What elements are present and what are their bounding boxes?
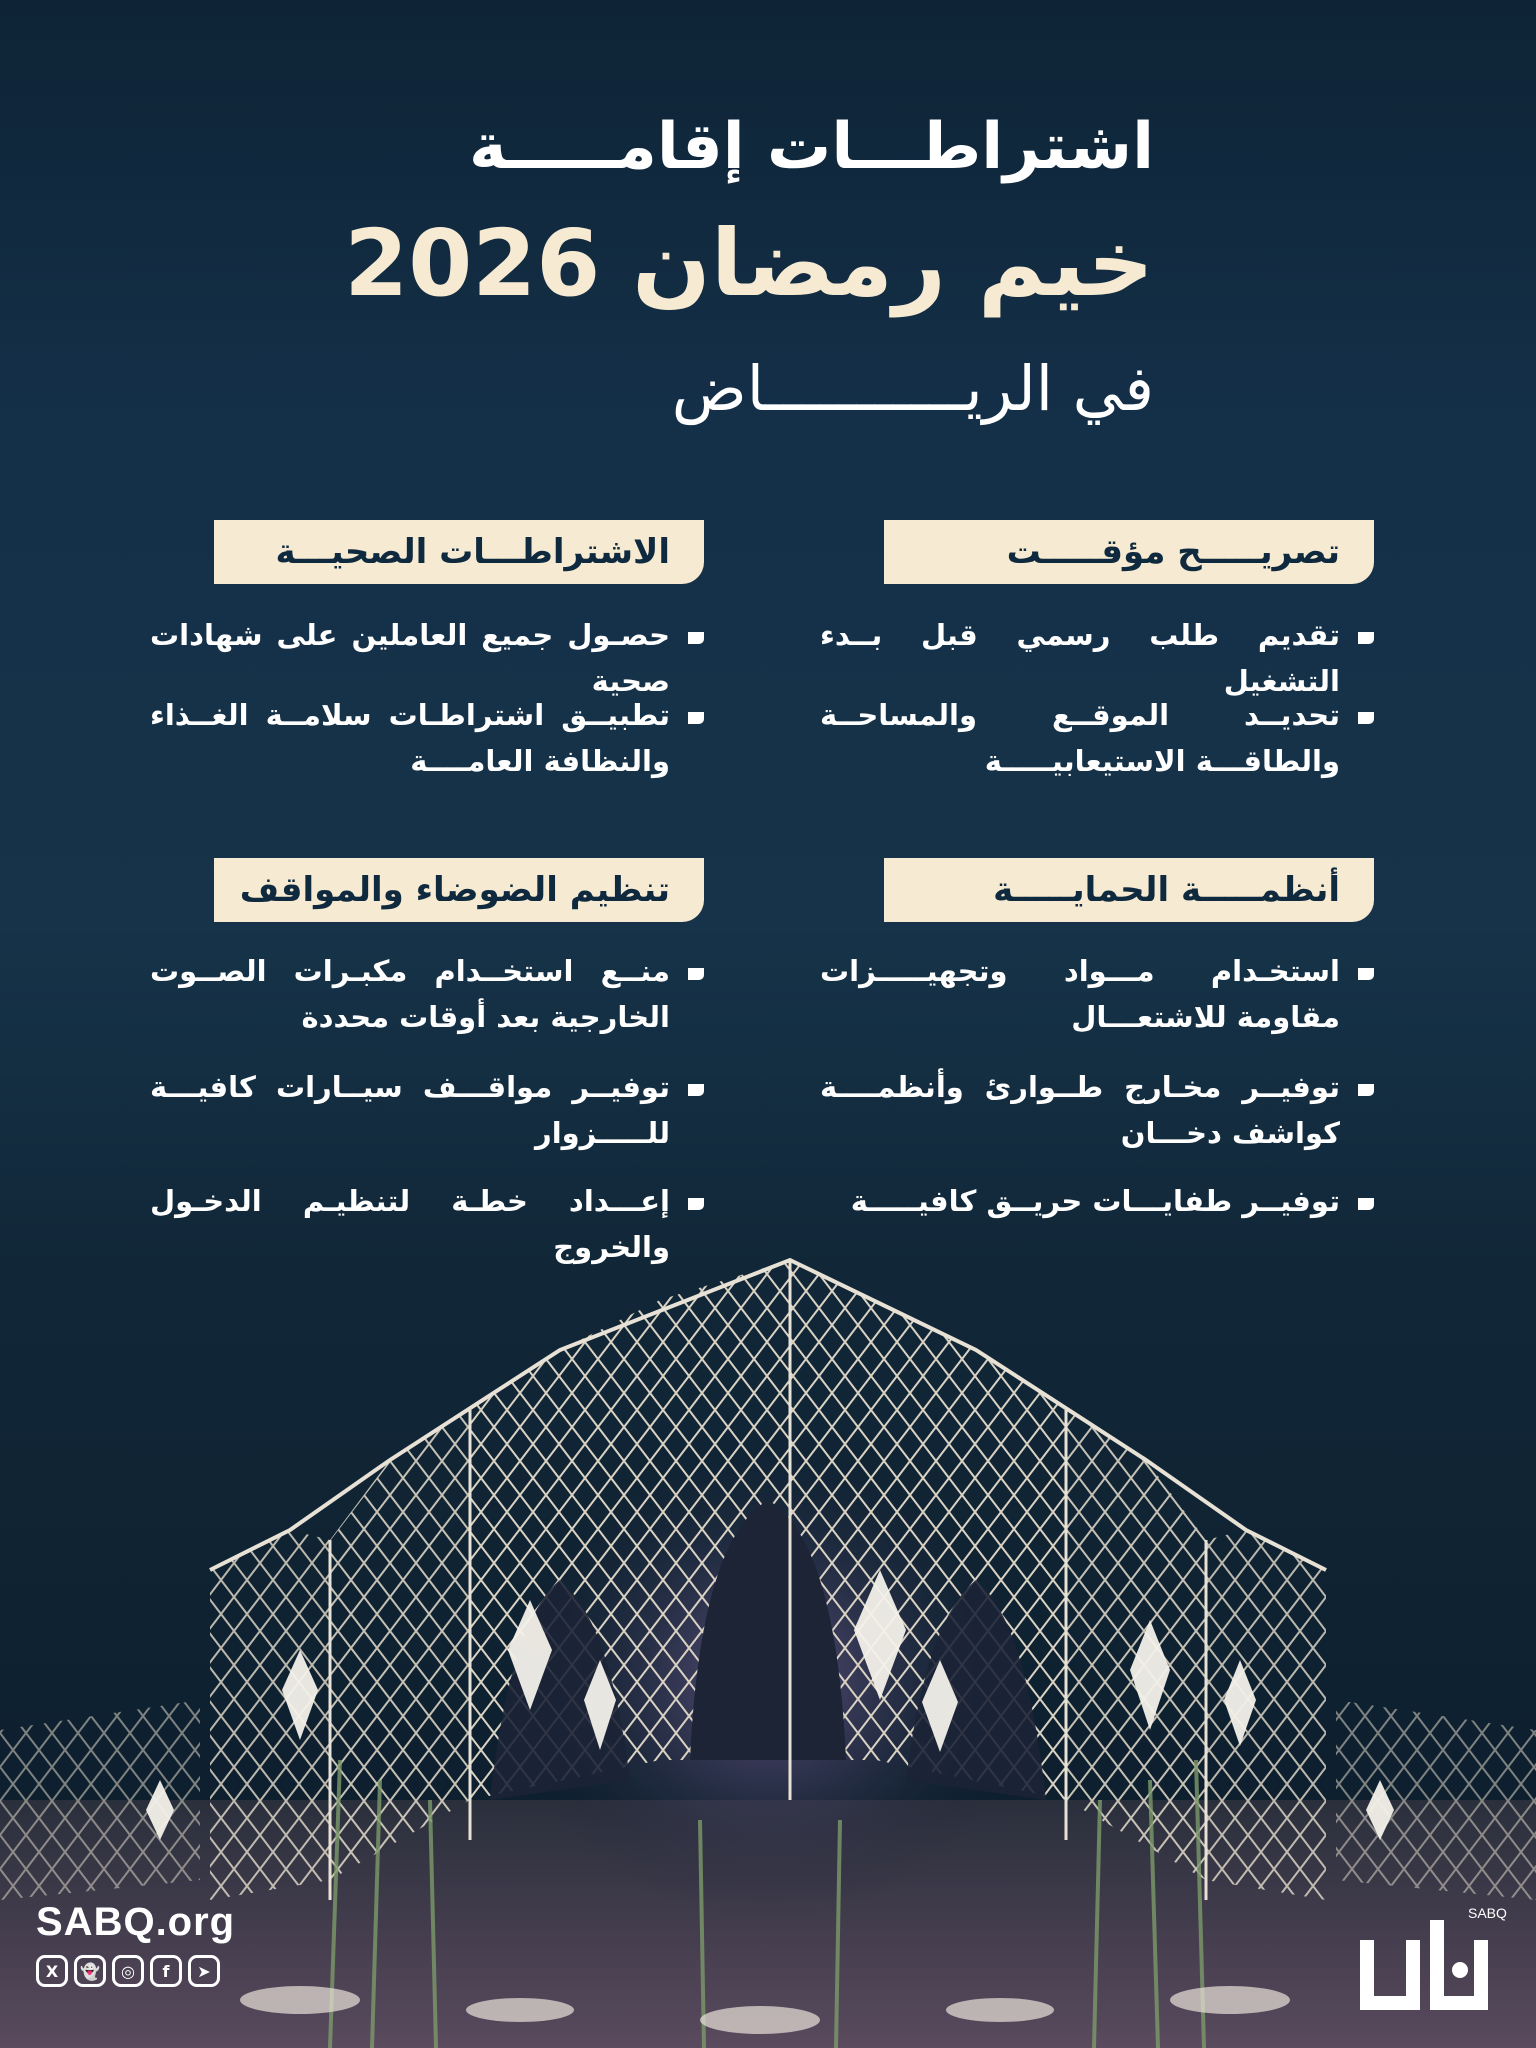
list-item-text: إعـــداد خطـة لتنظيـم الدخـول والخروج xyxy=(150,1184,670,1264)
snapchat-icon[interactable]: 👻 xyxy=(74,1955,106,1987)
bullet-icon xyxy=(1358,632,1374,644)
section-heading: تنظيم الضوضاء والمواقف xyxy=(214,858,704,922)
bullet-icon xyxy=(1358,1084,1374,1096)
bullet-icon xyxy=(688,968,704,980)
list-item xyxy=(144,612,704,704)
list-item-text: منــع استخــدام مكبـرات الصــوت الخارجية بعد أوقات محددة xyxy=(150,954,670,1034)
bullet-icon xyxy=(688,1084,704,1096)
footer-brand xyxy=(36,1900,235,1987)
list-item xyxy=(144,692,704,784)
list-item xyxy=(144,1064,704,1156)
section-heading: الاشتراطـــات الصحيـــة xyxy=(214,520,704,584)
list-item-text: تطبيــق اشتراطـات سلامــة الغــذاء والنظافة العامــــة xyxy=(150,698,670,778)
list-item-text: تقديم طلب رسمي قبل بــدء التشغيل xyxy=(820,618,1340,698)
list-item xyxy=(814,948,1374,1040)
title-line-2: خيم رمضان 2026 xyxy=(344,210,1154,317)
list-item-text: حصـول جميع العاملين على شهادات صحية xyxy=(150,618,670,698)
title-line-3: في الريـــــــــــاض xyxy=(671,352,1154,425)
section-heading: تصريـــــح مؤقـــــت xyxy=(884,520,1374,584)
bullet-icon xyxy=(688,1198,704,1210)
section-heading: أنظمـــــة الحمايـــــة xyxy=(884,858,1374,922)
website-link[interactable]: SABQ.org xyxy=(36,1900,236,1944)
list-item xyxy=(144,948,704,1040)
bullet-icon xyxy=(1358,712,1374,724)
sabq-logo xyxy=(1350,1900,1507,2020)
list-item xyxy=(814,1178,1374,1224)
list-item-text: توفيــر مخـارج طــوارئ وأنظمــــة كواشف دخـــان xyxy=(820,1070,1340,1150)
instagram-icon[interactable]: ◎ xyxy=(112,1955,144,1987)
bullet-icon xyxy=(688,712,704,724)
list-item xyxy=(814,692,1374,784)
list-item-text: استخـدام مـــواد وتجهيـــــزات مقاومة للاشتعـــال xyxy=(820,954,1340,1034)
list-item xyxy=(814,612,1374,704)
logo-text: SABQ xyxy=(1468,1905,1507,1921)
facebook-icon[interactable]: f xyxy=(150,1955,182,1987)
x-icon[interactable]: X xyxy=(36,1955,68,1987)
telegram-icon[interactable]: ➤ xyxy=(188,1955,220,1987)
list-item-text: تحديــد الموقــع والمساحــة والطاقـــة الاستيعابيـــــة xyxy=(820,698,1340,778)
list-item xyxy=(814,1064,1374,1156)
bullet-icon xyxy=(1358,1198,1374,1210)
list-item-text: توفيــر طفايـــات حريــق كافيـــــة xyxy=(850,1184,1340,1218)
bullet-icon xyxy=(688,632,704,644)
bullet-icon xyxy=(1358,968,1374,980)
title-line-1: اشتراطـــات إقامـــــة xyxy=(469,110,1154,184)
list-item-text: توفيــر مواقـــف سيــارات كافيـــة للـــــزوار xyxy=(150,1070,670,1150)
social-links xyxy=(36,1955,235,1987)
